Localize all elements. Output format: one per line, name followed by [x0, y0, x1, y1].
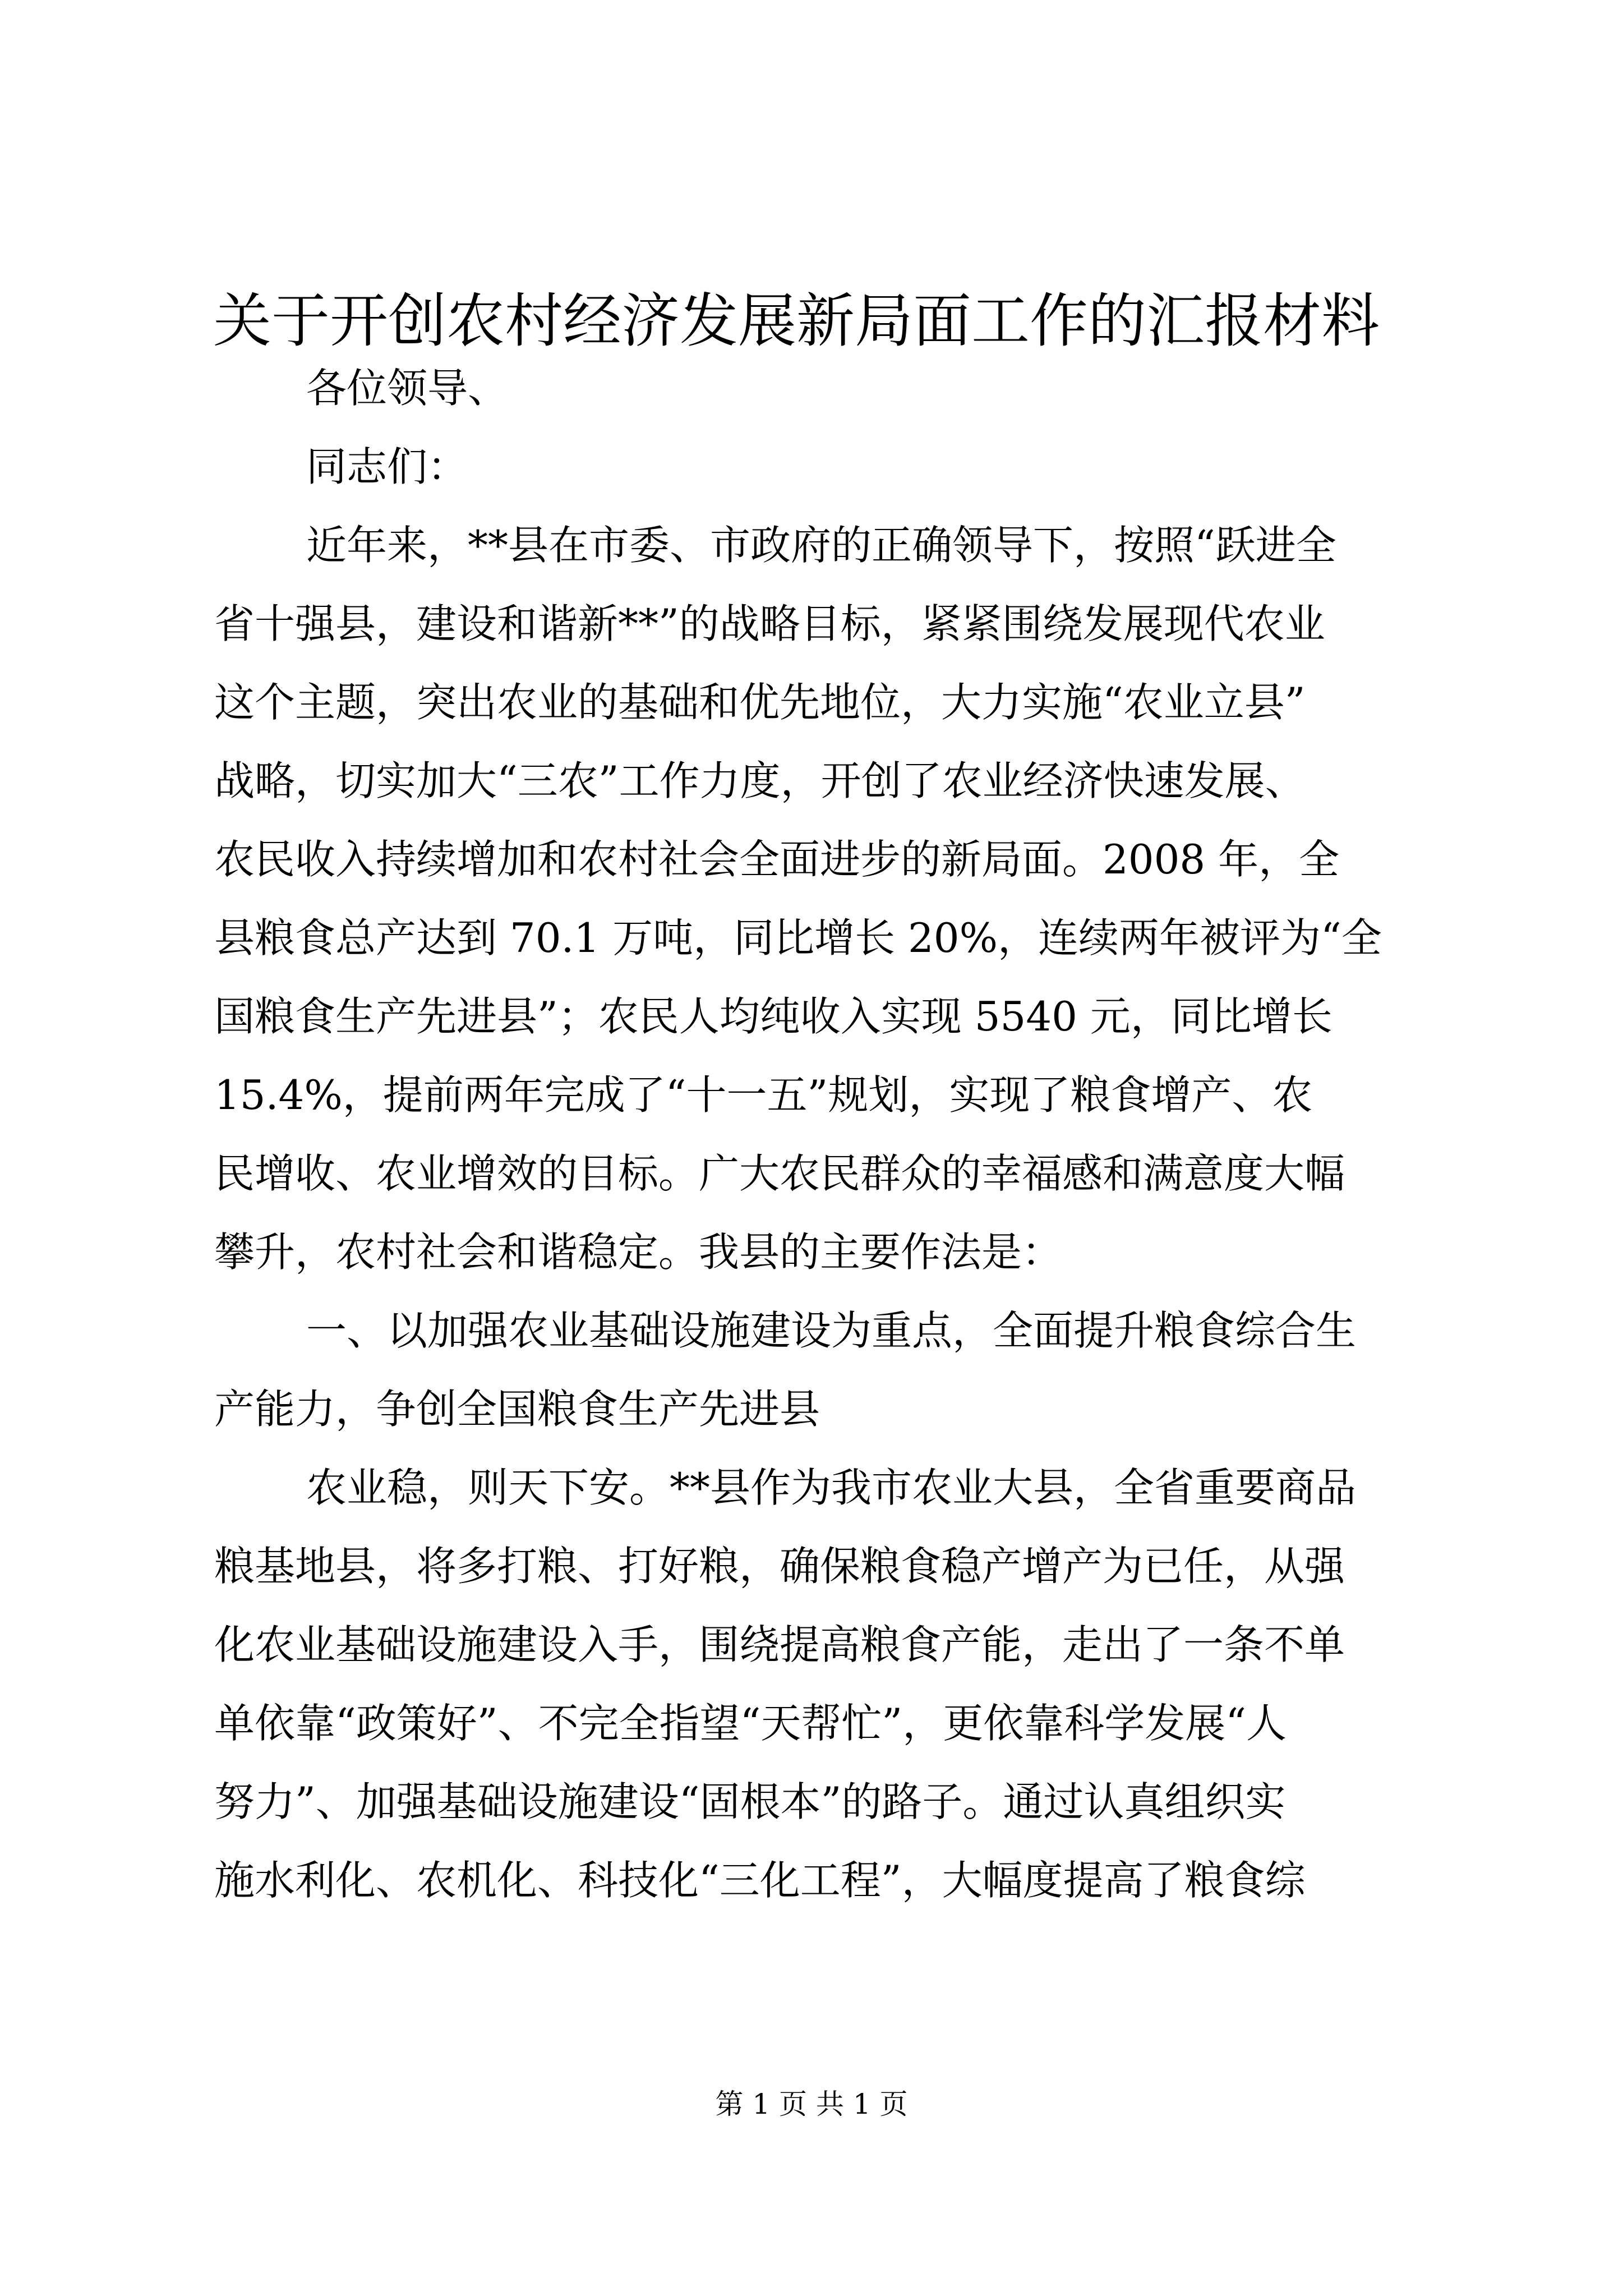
body-line: 化农业基础设施建设入手，围绕提高粮食产能，走出了一条不单: [214, 1621, 1345, 1668]
body-line: 国粮食生产先进县”；农民人均纯收入实现 5540 元，同比增长: [214, 993, 1332, 1040]
section-heading-line: 一、以加强农业基础设施建设为重点，全面提升粮食综合生: [306, 1307, 1357, 1354]
body-line: 省十强县，建设和谐新**”的战略目标，紧紧围绕发展现代农业: [214, 600, 1325, 647]
body-line: 近年来，**县在市委、市政府的正确领导下，按照“跃进全: [306, 522, 1336, 569]
salutation-line-1: 各位领导、: [306, 365, 509, 412]
body-line: 这个主题，突出农业的基础和优先地位，大力实施“农业立县”: [214, 679, 1306, 726]
salutation-line-2: 同志们：: [306, 443, 468, 490]
section-heading-line: 产能力，争创全国粮食生产先进县: [214, 1386, 820, 1433]
body-line: 战略，切实加大“三农”工作力度，开创了农业经济快速发展、: [214, 757, 1306, 804]
body-line: 努力”、加强基础设施建设“固根本”的路子。通过认真组织实: [214, 1778, 1286, 1825]
body-line: 粮基地县，将多打粮、打好粮，确保粮食稳产增产为已任，从强: [214, 1543, 1345, 1590]
body-line: 农业稳，则天下安。**县作为我市农业大县，全省重要商品: [306, 1464, 1357, 1511]
body-line: 攀升，农村社会和谐稳定。我县的主要作法是：: [214, 1228, 1063, 1276]
body-line: 县粮食总产达到 70.1 万吨，同比增长 20%，连续两年被评为“全: [214, 914, 1382, 961]
document-body: [214, 349, 1411, 1920]
body-line: 民增收、农业增效的目标。广大农民群众的幸福感和满意度大幅: [214, 1150, 1345, 1197]
body-line: 农民收入持续增加和农村社会全面进步的新局面。2008 年，全: [214, 836, 1340, 883]
page-footer: 第 1 页 共 1 页: [715, 2088, 908, 2120]
document-title: 关于开创农村经济发展新局面工作的汇报材料: [213, 287, 1380, 355]
body-line: 15.4%，提前两年完成了“十一五”规划，实现了粮食增产、农: [214, 1071, 1313, 1119]
body-line: 单依靠“政策好”、不完全指望“天帮忙”，更依靠科学发展“人: [214, 1700, 1287, 1747]
body-line: 施水利化、农机化、科技化“三化工程”，大幅度提高了粮食综: [214, 1857, 1306, 1904]
